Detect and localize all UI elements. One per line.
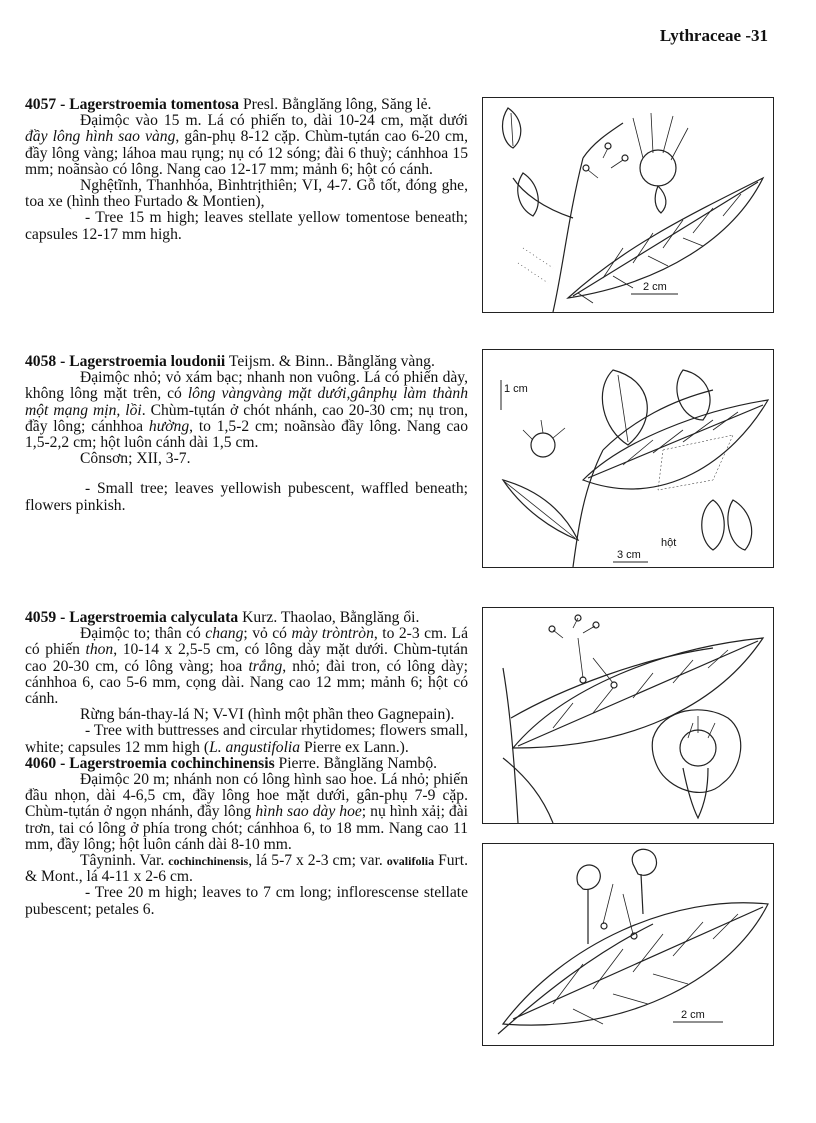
species-description: Đạimộc nhỏ; vỏ xám bạc; nhanh non vuông. Lá có phiến dày, không lông mặt trên, có lông vàngvàng mặt dưới,gânphụ làm thành một mạng mịn, lồi. Chùm-tụtán ở chót nhánh, cao 20-30 cm; nụ tron, đầy lông; cánhhoa hường, to 1,5-2 cm; noãnsào đầy lông. Nang cao 1,5-2,2 cm; hột luôn cánh dài 1,5 cm. — [25, 369, 469, 452]
species-distribution: Nghệtĩnh, Thanhhóa, Bìnhtrịthiên; VI, 4-7. Gỗ tốt, đóng ghe, toa xe (hình theo Furtado & Montien), — [25, 177, 468, 211]
figure-4058 — [482, 349, 774, 568]
species-number: 4059 — [25, 609, 57, 626]
seed-label: hột — [661, 537, 677, 549]
figure-4059 — [482, 607, 774, 824]
entry-heading: 4060 - Lagerstroemia cochinchinensis Pierre. Bằnglăng Nambộ. — [25, 754, 438, 772]
entry-4058 — [25, 354, 468, 514]
english-summary: - Tree 15 m high; leaves stellate yellow tomentose beneath; capsules 12-17 mm high. — [25, 209, 468, 243]
botanical-illustration — [483, 608, 773, 823]
entry-4060 — [25, 756, 468, 918]
english-summary: - Tree 20 m high; leaves to 7 cm long; inflorescense stellate pubescent; petales 6. — [25, 884, 468, 918]
english-summary: - Tree with buttresses and circular rhytidomes; flowers small, white; capsules 12 mm high (L. angustifolia Pierre ex Lann.). — [25, 722, 468, 756]
figure-4057 — [482, 97, 774, 313]
species-number: 4057 — [25, 96, 57, 113]
species-description: Đạimộc vào 15 m. Lá có phiến to, dài 10-24 cm, mặt dưới đầy lông hình sao vàng, gân-phụ 8-12 cặp. Chùm-tụtán cao 6-20 cm, đầy lông vàng; láhoa mau rụng; nụ có 12 sóng; đài 6 thuỳ; cánhhoa 15 mm; noãnsào có lông. Nang cao 12-17 mm; mảnh 6; hột có cánh. — [25, 112, 469, 178]
species-description: Đạimộc 20 m; nhánh non có lông hình sao hoe. Lá nhỏ; phiến đầu nhọn, dài 4-6,5 cm, đầy lông hoe mặt dưới, gân-phụ 7-9 cặp. Chùm-tụtán ở ngọn nhánh, đầy lông hình sao dày hoe; nụ hình xảị; đài trơn, tai có lông ở phía trong chót; cánhhoa 6, to 18 mm. Nang cao 11 mm, đầy lông; hột luôn cánh dài 8-10 mm. — [25, 771, 468, 853]
botanical-illustration — [483, 844, 773, 1045]
entry-heading: 4057 - Lagerstroemia tomentosa Presl. Bằnglăng lông, Săng lẻ. — [25, 96, 432, 113]
entry-4059 — [25, 610, 468, 918]
english-summary: - Small tree; leaves yellowish pubescent, waffled beneath; flowers pinkish. — [25, 480, 468, 514]
figure-4060 — [482, 843, 774, 1046]
variety-note: Tâyninh. Var. cochinchinensis, lá 5-7 x 2-3 cm; var. ovalifolia Furt. & Mont., lá 4-11 x 2-6 cm. — [25, 852, 468, 886]
botanical-illustration — [483, 98, 773, 312]
scale-bar-label: 2 cm — [643, 281, 667, 293]
species-number: 4058 — [25, 353, 57, 370]
running-header: Lythraceae -31 — [659, 26, 768, 45]
species-name: Lagerstroemia cochinchinensis — [69, 754, 275, 772]
species-number: 4060 — [25, 754, 57, 772]
species-name: Lagerstroemia tomentosa — [69, 96, 240, 113]
species-distribution: Cônsơn; XII, 3-7. — [80, 450, 191, 468]
scale-bar-label: 1 cm — [504, 383, 528, 395]
scale-bar-label: 3 cm — [617, 549, 641, 561]
species-author: Presl. Bằnglăng lông, Săng lẻ. — [243, 96, 432, 113]
entry-4057 — [25, 97, 468, 243]
species-description: Đạimộc to; thân có chang; vỏ có mày tròntròn, to 2-3 cm. Lá có phiến thon, 10-14 x 2,5-5 cm, có lông dày mặt dưới. Chùm-tụtán cao 20-30 cm, có lông vàng; hoa trắng, nhỏ; đài tron, có lông dày; cánhhoa 6, cao 5-6 mm, cọng dài. Nang cao 12 mm; mảnh 6; hột có cánh. — [25, 625, 469, 708]
species-author: Teijsm. & Binn.. Bằnglăng vàng. — [228, 353, 435, 370]
species-name: Lagerstroemia calyculata — [69, 609, 239, 626]
species-distribution: Rừng bán-thay-lá N; V-VI (hình một phần theo Gagnepain). — [80, 706, 455, 724]
species-author: Pierre. Bằnglăng Nambộ. — [278, 754, 438, 772]
species-name: Lagerstroemia loudonii — [69, 353, 226, 370]
botanical-illustration — [483, 350, 773, 567]
entry-heading: 4058 - Lagerstroemia loudonii Teijsm. & Binn.. Bằnglăng vàng. — [25, 353, 435, 370]
species-author: Kurz. Thaolao, Bằnglăng ổi. — [242, 609, 420, 626]
entry-heading: 4059 - Lagerstroemia calyculata Kurz. Thaolao, Bằnglăng ổi. — [25, 609, 420, 626]
scale-bar-label: 2 cm — [681, 1009, 705, 1021]
